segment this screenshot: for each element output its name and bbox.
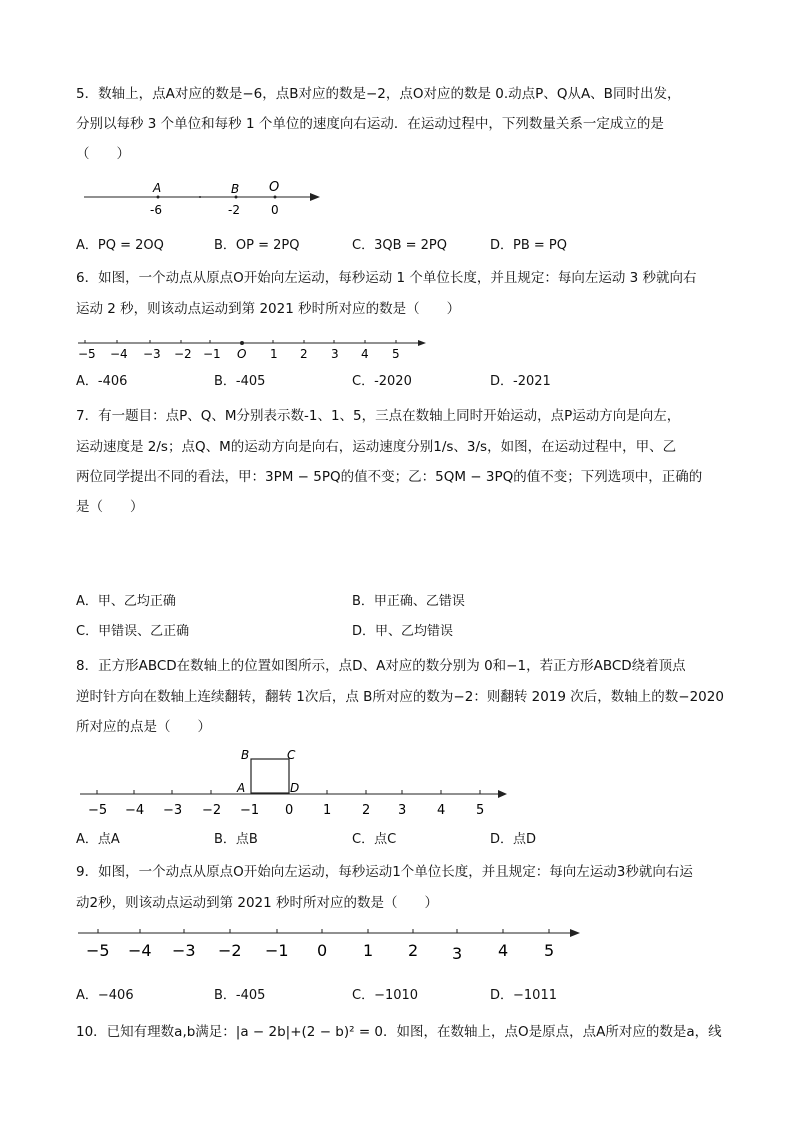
q7-option-b[interactable]: B．甲正确、乙错误 xyxy=(352,594,465,609)
q8-vertex-c: C xyxy=(287,748,296,762)
q8-vertex-d: D xyxy=(290,781,300,795)
q8-tick-label: 2 xyxy=(362,803,371,818)
q9-tick-label: 3 xyxy=(452,944,463,963)
q5-option-b[interactable]: B．OP = 2PQ xyxy=(214,238,300,253)
q9-option-d[interactable]: D．−1011 xyxy=(490,988,557,1003)
q7-text-line4: 是（ ） xyxy=(76,499,144,515)
q6-tick-label: −3 xyxy=(143,347,161,361)
q8-tick-label: −3 xyxy=(163,803,183,818)
q6-option-b[interactable]: B．-405 xyxy=(214,374,266,389)
q7-text-line3: 两位同学提出不同的看法，甲：3PM − 5PQ的值不变；乙：5QM − 3PQ的值不变；下列选项中，正确的 xyxy=(76,469,703,485)
q8-option-a[interactable]: A．点A xyxy=(76,832,120,847)
q9-tick-label: −3 xyxy=(172,941,196,960)
q5-tick-label: -2 xyxy=(228,203,240,217)
q6-option-a[interactable]: A．-406 xyxy=(76,374,128,389)
q6-tick-label: 4 xyxy=(361,347,369,361)
q8-text-line1: 8．正方形ABCD在数轴上的位置如图所示，点D、A对应的数分别为 0和−1，若正方形ABCD绕着顶点 xyxy=(76,658,686,674)
q6-tick-label: −1 xyxy=(203,347,221,361)
q6-tick-label: 3 xyxy=(331,347,339,361)
q6-option-c[interactable]: C．-2020 xyxy=(352,374,412,389)
q5-point-a-label: A xyxy=(153,181,162,195)
q8-option-d[interactable]: D．点D xyxy=(490,832,537,847)
q6-text-line1: 6．如图，一个动点从原点O开始向左运动，每秒运动 1 个单位长度，并且规定：每向左运动 3 秒就向右 xyxy=(76,270,697,286)
q5-text-line3: （ ） xyxy=(76,146,130,162)
q5-option-c[interactable]: C．3QB = 2PQ xyxy=(352,238,447,253)
q6-tick-label: 1 xyxy=(270,347,278,361)
q5-point-o-label: O xyxy=(269,180,280,195)
q6-tick-label: −2 xyxy=(174,347,192,361)
q8-vertex-a: A xyxy=(237,781,246,795)
q9-option-b[interactable]: B．-405 xyxy=(214,988,266,1003)
q8-tick-label: −5 xyxy=(88,803,108,818)
q7-option-a[interactable]: A．甲、乙均正确 xyxy=(76,594,176,609)
q8-tick-label: −2 xyxy=(202,803,222,818)
q9-tick-label: −2 xyxy=(218,941,242,960)
q8-tick-label: −4 xyxy=(125,803,145,818)
q5-text-line2: 分别以每秒 3 个单位和每秒 1 个单位的速度向右运动．在运动过程中，下列数量关系一定成立的是 xyxy=(76,116,664,132)
q9-tick-label: 1 xyxy=(363,941,374,960)
q5-option-d[interactable]: D．PB = PQ xyxy=(490,238,567,253)
q9-option-a[interactable]: A．−406 xyxy=(76,988,134,1003)
q9-text-line2: 动2秒，则该动点运动到第 2021 秒时所对应的数是（ ） xyxy=(76,895,439,911)
q8-vertex-b: B xyxy=(241,748,250,762)
q8-tick-label: 3 xyxy=(398,803,407,818)
q8-option-b[interactable]: B．点B xyxy=(214,832,258,847)
q9-tick-label: −4 xyxy=(128,941,152,960)
q10-text-line1: 10．已知有理数a,b满足：|a − 2b|+(2 − b)² = 0．如图，在数轴上，点O是原点，点A所对应的数是a，线 xyxy=(76,1024,722,1040)
q8-text-line2: 逆时针方向在数轴上连续翻转，翻转 1次后，点 B所对应的数为−2：则翻转 2019 次后，数轴上的数−2020 xyxy=(76,689,724,705)
q7-text-line2: 运动速度是 2/s；点Q、M的运动方向是向右，运动速度分别1/s、3/s，如图，在运动过程中，甲、乙 xyxy=(76,439,677,455)
q5-tick-label: 0 xyxy=(271,203,279,217)
q5-text-line1: 5．数轴上，点A对应的数是−6，点B对应的数是−2，点O对应的数是 0.动点P、Q从A、B同时出发， xyxy=(76,86,681,102)
q7-option-c[interactable]: C．甲错误、乙正确 xyxy=(76,624,190,639)
q8-option-c[interactable]: C．点C xyxy=(352,832,397,847)
q8-tick-label: −1 xyxy=(240,803,260,818)
q6-tick-label: 5 xyxy=(392,347,400,361)
q9-tick-label: −5 xyxy=(86,941,110,960)
q9-tick-label: −1 xyxy=(265,941,289,960)
q8-text-line3: 所对应的点是（ ） xyxy=(76,719,211,735)
q8-tick-label: 5 xyxy=(476,803,485,818)
q9-text-line1: 9．如图，一个动点从原点O开始向左运动，每秒运动1个单位长度，并且规定：每向左运动3秒就向右运 xyxy=(76,864,693,880)
q9-option-c[interactable]: C．−1010 xyxy=(352,988,419,1003)
q9-tick-label: 5 xyxy=(544,941,555,960)
q9-tick-label: 2 xyxy=(408,941,419,960)
q5-option-a[interactable]: A．PQ = 2OQ xyxy=(76,238,164,253)
q6-tick-label: 2 xyxy=(300,347,308,361)
q8-tick-label: 4 xyxy=(437,803,446,818)
q8-tick-label: 0 xyxy=(285,803,294,818)
q9-tick-label: 0 xyxy=(317,941,328,960)
q5-point-b-label: B xyxy=(231,182,240,196)
q6-tick-label: −4 xyxy=(110,347,128,361)
q6-text-line2: 运动 2 秒，则该动点运动到第 2021 秒时所对应的数是（ ） xyxy=(76,301,461,317)
q5-tick-label: -6 xyxy=(150,203,162,217)
q8-tick-label: 1 xyxy=(323,803,332,818)
q6-option-d[interactable]: D．-2021 xyxy=(490,374,551,389)
q7-option-d[interactable]: D．甲、乙均错误 xyxy=(352,624,454,639)
q6-tick-label: −5 xyxy=(78,347,96,361)
q6-origin-label: O xyxy=(237,347,247,361)
q9-tick-label: 4 xyxy=(498,941,509,960)
q7-text-line1: 7．有一题目：点P、Q、M分别表示数-1、1、5，三点在数轴上同时开始运动，点P运动方向是向左， xyxy=(76,408,681,424)
